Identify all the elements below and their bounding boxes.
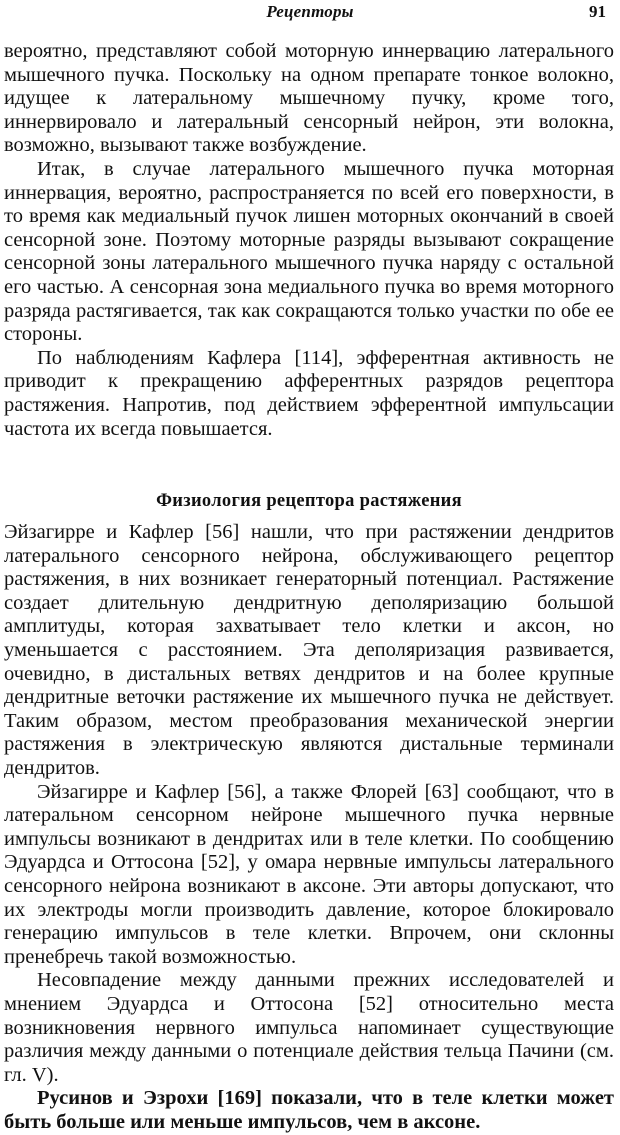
text-body <box>4 40 614 1135</box>
paragraph: Итак, в случае латерального мышечного пучка моторная иннервация, вероятно, распространяется по всей его поверхности, в то время как медиальный пучок лишен моторных окончаний в своей сенсорной зоне. Поэтому моторные разряды вызывают сокращение сенсорной зоны латерального мышечного пучка наряду с остальной его частью. А сенсорная зона медиального пучка во время моторного разряда растягивается, так как сокращаются только участки по обе ее стороны. <box>4 157 614 346</box>
paragraph: Несовпадение между данными прежних исследователей и мнением Эдуардса и Оттосона [52] относительно места возникновения нервного импульса напоминает существующие различия между данными о потенциале действия тельца Пачини (см. гл. V). <box>4 969 614 1086</box>
running-title: Рецепторы <box>266 2 354 21</box>
section-gap <box>4 441 614 463</box>
paragraph: Русинов и Эзрохи [169] показали, что в теле клетки может быть больше или меньше импульсов, чем в аксоне. <box>4 1087 614 1133</box>
paragraph-continuation: вероятно, представляют собой моторную иннервацию латерального мышечного пучка. Поскольку на одном препарате тонкое волокно, идущее к латеральному мышечному пучку, кроме того, иннервировало и латеральный сенсорный нейрон, эти волокна, возможно, вызывают также возбуждение. <box>4 40 614 157</box>
paragraph: Эйзагирре и Кафлер [56] нашли, что при растяжении дендритов латерального сенсорного нейрона, обслуживающего рецептор растяжения, в них возникает генераторный потенциал. Растяжение создает длительную дендритную деполяризацию большой амплитуды, которая захватывает тело клетки и аксон, но уменьшается с расстоянием. Эта деполяризация развивается, очевидно, в дистальных ветвях дендритов и на более крупные дендритные веточки растяжение их мышечного пучка не действует. Таким образом, местом преобразования механической энергии растяжения в электрическую являются дистальные терминали дендритов. <box>4 521 614 780</box>
paragraph: Эйзагирре и Кафлер [56], а также Флорей [63] сообщают, что в латеральном сенсорном нейроне мышечного пучка нервные импульсы возникают в дендритах или в теле клетки. По сообщению Эдуардса и Оттосона [52], у омара нервные импульсы латерального сенсорного нейрона возникают в аксоне. Эти авторы допускают, что их электроды могли производить давление, которое блокировало генерацию импульсов в теле клетки. Впрочем, они склонны пренебречь такой возможностью. <box>4 780 614 968</box>
page-number: 91 <box>589 2 606 21</box>
running-head <box>0 2 620 28</box>
paragraph: По наблюдениям Кафлера [114], эфферентная активность не приводит к прекращению афферентных разрядов рецептора растяжения. Напротив, под действием эфферентной импульсации частота их всегда повышается. <box>4 346 614 440</box>
section-heading: Физиология рецептора растяжения <box>156 491 462 512</box>
